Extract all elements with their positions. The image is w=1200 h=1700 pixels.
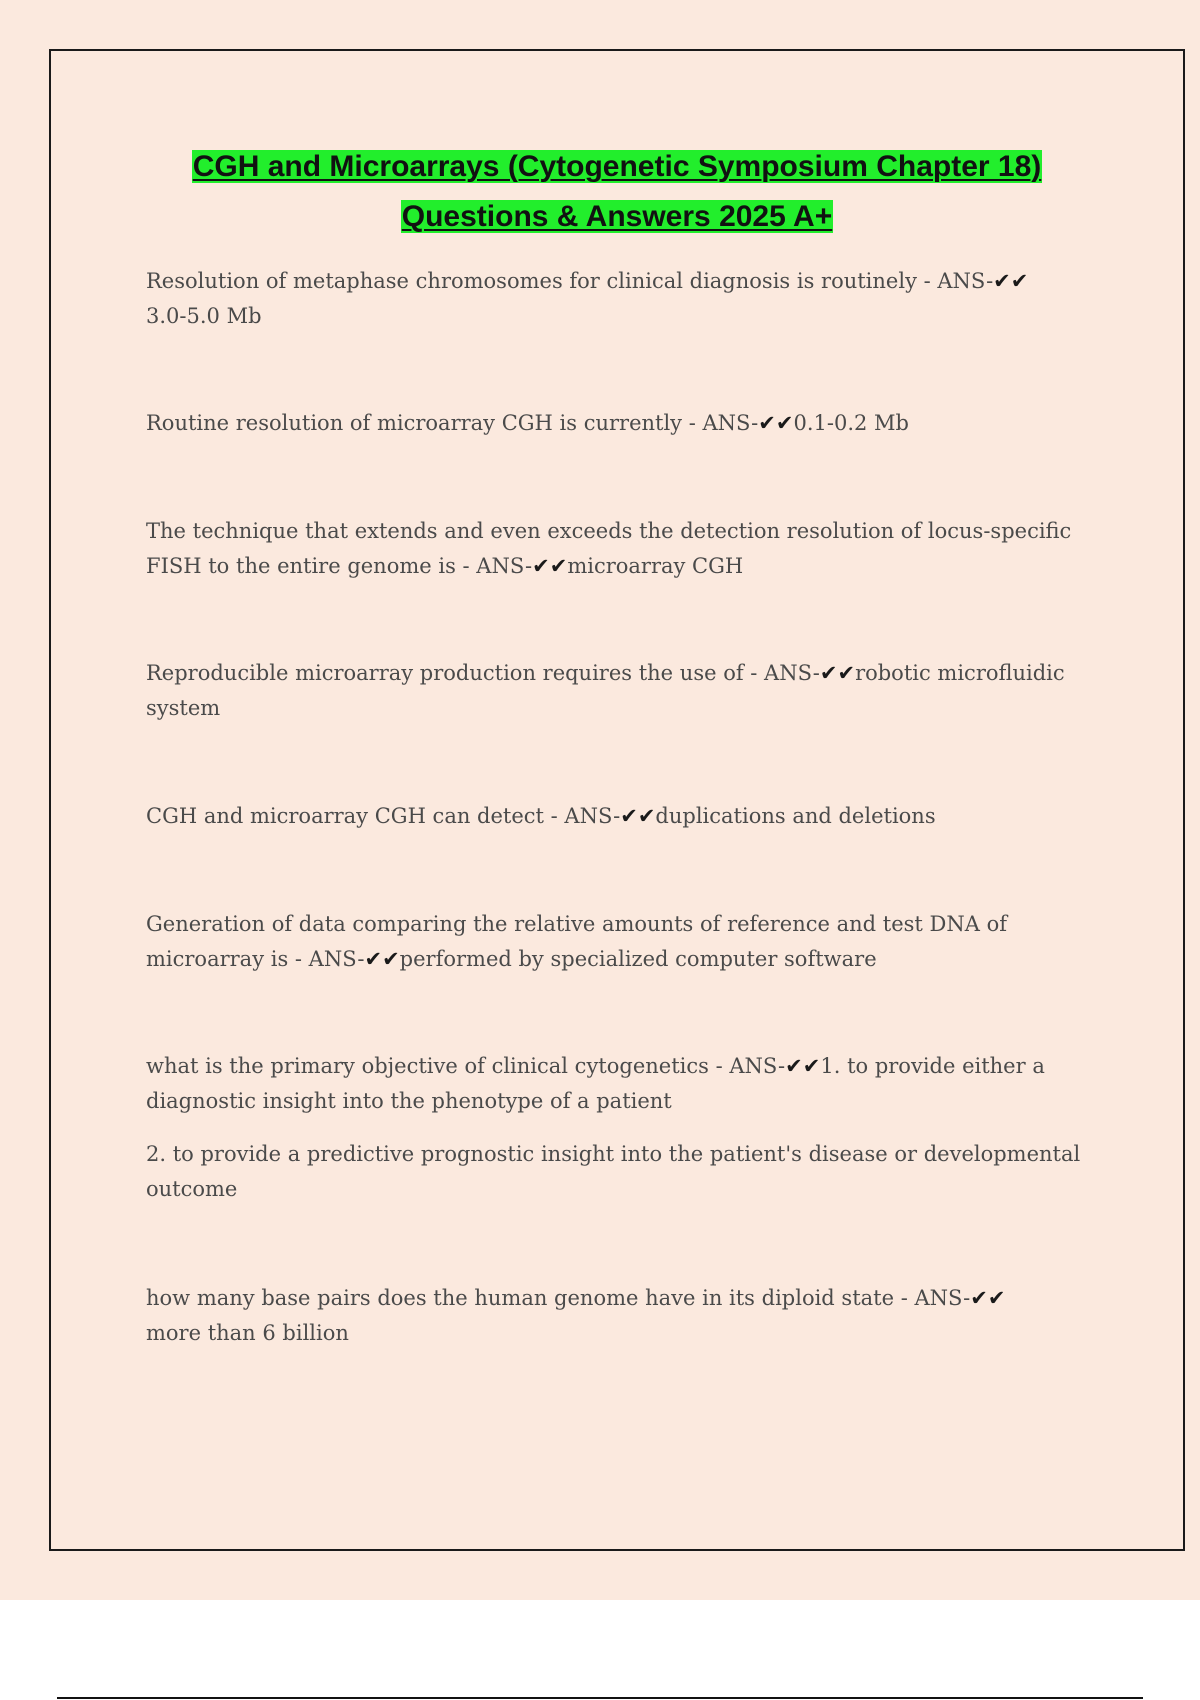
answer-text: performed by specialized computer software [399, 947, 877, 971]
check-icon: ✔✔ [993, 269, 1029, 293]
qa-item [146, 514, 1086, 656]
question-text: Resolution of metaphase chromosomes for clinical diagnosis is routinely - ANS- [146, 269, 994, 293]
answer-text: microarray CGH [567, 554, 744, 578]
check-icon: ✔✔ [364, 947, 400, 971]
qa-item [146, 1281, 1086, 1351]
question-text: The technique that extends and even exceeds the detection resolution of locus-specific FISH to the entire genome is - ANS- [146, 519, 1072, 578]
question-text: Generation of data comparing the relative amounts of reference and test DNA of microarray is - ANS- [146, 912, 1007, 971]
check-icon: ✔✔ [620, 804, 656, 828]
title-line-1: CGH and Microarrays (Cytogenetic Symposium Chapter 18) [192, 150, 1042, 183]
answer-continuation: 2. to provide a predictive prognostic insight into the patient's disease or developmental outcome [146, 1142, 1081, 1201]
question-text: Reproducible microarray production requires the use of - ANS- [146, 661, 820, 685]
answer-text: more than 6 billion [146, 1321, 349, 1345]
check-icon: ✔✔ [532, 554, 568, 578]
question-text: how many base pairs does the human genome have in its diploid state - ANS- [146, 1286, 971, 1310]
title-line-2: Questions & Answers 2025 A+ [401, 200, 833, 233]
answer-text: 0.1-0.2 Mb [793, 411, 909, 435]
qa-item [146, 799, 1086, 907]
qa-item [146, 907, 1086, 1049]
question-text: what is the primary objective of clinical cytogenetics - ANS- [146, 1054, 786, 1078]
question-text: Routine resolution of microarray CGH is currently - ANS- [146, 411, 759, 435]
document-title [60, 142, 1174, 242]
answer-text: 3.0-5.0 Mb [146, 304, 262, 328]
qa-item [146, 656, 1086, 799]
answer-text: robotic microfluidic system [146, 661, 1065, 720]
check-icon: ✔✔ [758, 411, 794, 435]
footer-rule [57, 1697, 1143, 1699]
answer-text: duplications and deletions [655, 804, 936, 828]
qa-paragraph [146, 1049, 1086, 1119]
qa-list [146, 264, 1086, 1351]
qa-item [146, 1049, 1086, 1281]
check-icon: ✔✔ [819, 661, 856, 685]
qa-item [146, 406, 1086, 514]
question-text: CGH and microarray CGH can detect - ANS- [146, 804, 621, 828]
qa-item [146, 264, 1086, 406]
check-icon: ✔✔ [970, 1286, 1006, 1310]
check-icon: ✔✔ [785, 1054, 821, 1078]
answer-text: 1. to provide either a diagnostic insight into the phenotype of a patient [146, 1054, 1045, 1113]
